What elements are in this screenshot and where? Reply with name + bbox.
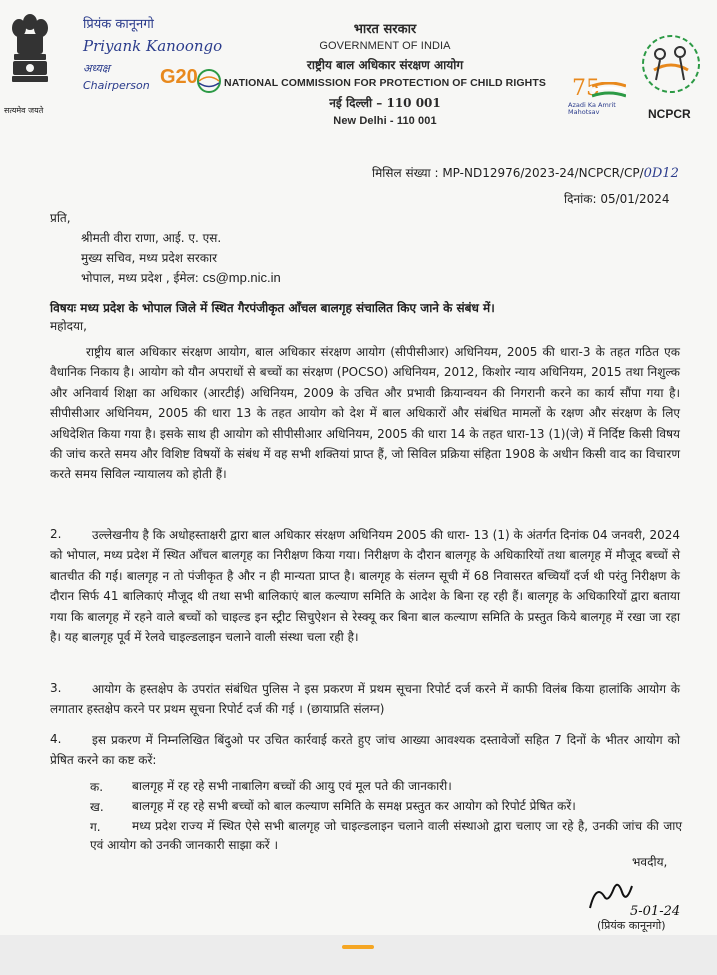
list-item-label: क.: [90, 780, 104, 794]
address-to: प्रति,: [50, 211, 71, 225]
paragraph-1: राष्ट्रीय बाल अधिकार संरक्षण आयोग, बाल अधिकार संरक्षण आयोग (सीपीसीआर) अधिनियम, 2005 की धारा-3 के तहत गठित एक वैधानिक निकाय है। आयोग को यौन अपराधों से बच्चों का संरक्षण (POCSO) अधिनियम, 2012, किशोर न्याय अधिनियम, 2015 तथा निशुल्क और अनिवार्य शिक्षा का अधिकार (आरटीई) अधिनियम, 2009 के उचित और प्रभावी क्रियान्वयन की निगरानी करने का कार्य सौंपा गया है। सीपीसीआर अधिनियम, 2005 की धारा 13 के तहत आयोग को देश में बाल अधिकारों और संबंधित मामलों के रक्षण और संरक्षण के लिए अधिदेशित किया गया है। इसके साथ ही आयोग को सीपीसीआर अधिनियम, 2005 की धारा 14 के तहत धारा-13 (1)(जे) में निर्दिष्ट किसी विषय की जांच करते समय और विशिष्ट विषयों के संबंध में वह सभी शक्तियां प्राप्त हैं, जो सिविल प्रक्रिया संहिता 1908 के अधीन किसी वाद का विचारण करते समय सिविल न्यायालय को होती हैं।: [50, 345, 680, 482]
header-commission-english: NATIONAL COMMISSION FOR PROTECTION OF CHILD RIGHTS: [224, 77, 546, 89]
signature-scribble-icon: [586, 878, 636, 914]
header-city-hindi: नई दिल्ली – 110 001: [329, 96, 441, 110]
closing: भवदीय,: [632, 855, 668, 869]
ncpcr-logo-text: NCPCR: [648, 107, 691, 121]
emblem-motto: सत्यमेव जयते: [4, 106, 44, 115]
list-item: बालगृह में रह रहे सभी नाबालिग बच्चों की आयु एवं मूल पते की जानकारी।: [132, 779, 452, 793]
address-place-text: भोपाल, मध्य प्रदेश , ईमेल:: [81, 271, 203, 285]
page-indicator-bar: [342, 945, 374, 949]
list-item-label: ख.: [90, 800, 104, 814]
file-number-handwritten: 0D12: [643, 166, 679, 181]
signatory-name: (प्रियंक कानूनगो): [597, 919, 666, 932]
chairperson-name-english: Priyank Kanoongo: [83, 37, 223, 55]
letter-date: दिनांक: 05/01/2024: [564, 192, 670, 206]
file-number-text: मिसिल संख्या : MP-ND12976/2023-24/NCPCR/CP/: [372, 166, 644, 180]
file-number: [372, 164, 679, 181]
paragraph-4-number: 4.: [50, 732, 62, 746]
list-item-label: ग.: [90, 820, 101, 834]
header-govt-hindi: भारत सरकार: [353, 22, 417, 37]
g20-logo-text: G20: [160, 66, 198, 88]
ncpcr-logo-icon: [636, 30, 706, 98]
list-item: बालगृह में रह रहे सभी बच्चों को बाल कल्याण समिति के समक्ष प्रस्तुत कर आयोग को रिपोर्ट प्रेषित करें।: [132, 799, 576, 813]
header-city-english: New Delhi - 110 001: [333, 115, 437, 127]
chairperson-name-hindi: प्रियंक कानूनगो: [83, 17, 154, 32]
address-place: [81, 268, 281, 288]
chairperson-title-english: Chairperson: [83, 79, 150, 92]
signature-date: 5-01-24: [630, 904, 681, 919]
g20-globe-icon: [196, 68, 222, 94]
azadi-ka-amrit-mahotsav-logo: [566, 76, 626, 122]
list-item: मध्य प्रदेश राज्य में स्थित ऐसे सभी बालगृह जो चाइल्डलाइन चलाने वाली संस्थाओ द्वारा चलाए जा रहे है, उनकी जांच की जाए एवं आयोग को उनकी जानकारी साझा करें ।: [90, 819, 682, 852]
azadi-logo-text: Azadi Ka Amrit Mahotsav: [568, 101, 616, 116]
paragraph-3-number: 3.: [50, 681, 62, 695]
letter-subject: विषयः मध्य प्रदेश के भोपाल जिले में स्थित गैरपंजीकृत आँचल बालगृह संचालित किए जाने के संबंध में।: [50, 301, 495, 315]
paragraph-4: इस प्रकरण में निम्नलिखित बिंदुओ पर उचित कार्रवाई करते हुए जांच आख्या आवश्यक दस्तावेजों सहित 7 दिनों के भीतर आयोग को प्रेषित करने का कष्ट करें:: [50, 733, 680, 768]
header-commission-hindi: राष्ट्रीय बाल अधिकार संरक्षण आयोग: [306, 58, 464, 72]
address-email: cs@mp.nic.in: [202, 270, 281, 285]
paragraph-2: उल्लेखनीय है कि अधोहस्ताक्षरी द्वारा बाल अधिकार संरक्षण अधिनियम 2005 की धारा- 13 (1) के अंतर्गत दिनांक 04 जनवरी, 2024 को भोपाल, मध्य प्रदेश में स्थित आँचल बालगृह का निरीक्षण किया गया। निरीक्षण के दौरान बालगृह के अधिकारियों तथा बालगृह में मौजूद बच्चों से बातचीत की गई। बालगृह न तो पंजीकृत है और न ही मान्यता प्राप्त है। बालगृह के संलग्न सूची में 68 निवासरत बच्चियाँ दर्ज थी परंतु निरीक्षण के दौरान सिर्फ 41 बालिकाएं मौजूद थी तथा सभी बालिकाएं बाल कल्याण समिति के आदेश के बिना रह रही हैं। बालगृह के अधिकारियों द्वारा बताया गया कि बालगृह में रहने वाले बच्चों को चाइल्ड इन स्ट्रीट सिचुऐशन से रेस्क्यू कर बिना बाल कल्याण समिति के प्रस्तुत किये बालगृह में रखा जा रहा है। यह बालगृह पूर्व में रेलवे चाइल्डलाइन चलाने वाली संस्था चला रही है।: [50, 528, 680, 645]
address-designation: मुख्य सचिव, मध्य प्रदेश सरकार: [81, 251, 218, 265]
national-emblem-icon: [8, 8, 52, 98]
salutation: महोदया,: [50, 319, 87, 333]
g20-logo: [160, 66, 198, 89]
paragraph-3: आयोग के हस्तक्षेप के उपरांत संबंधित पुलिस ने इस प्रकरण में प्रथम सूचना रिपोर्ट दर्ज करने में काफी विलंब किया हालांकि आयोग के लगातार हस्तक्षेप करने पर प्रथम सूचना रिपोर्ट दर्ज की गई । (छायाप्रति संलग्न): [50, 682, 680, 717]
chairperson-title-hindi: अध्यक्ष: [83, 62, 110, 75]
azadi-logo-number: 75: [572, 76, 600, 101]
paragraph-2-number: 2.: [50, 527, 62, 541]
address-name: श्रीमती वीरा राणा, आई. ए. एस.: [81, 231, 222, 245]
header-govt-english: GOVERNMENT OF INDIA: [319, 40, 451, 52]
